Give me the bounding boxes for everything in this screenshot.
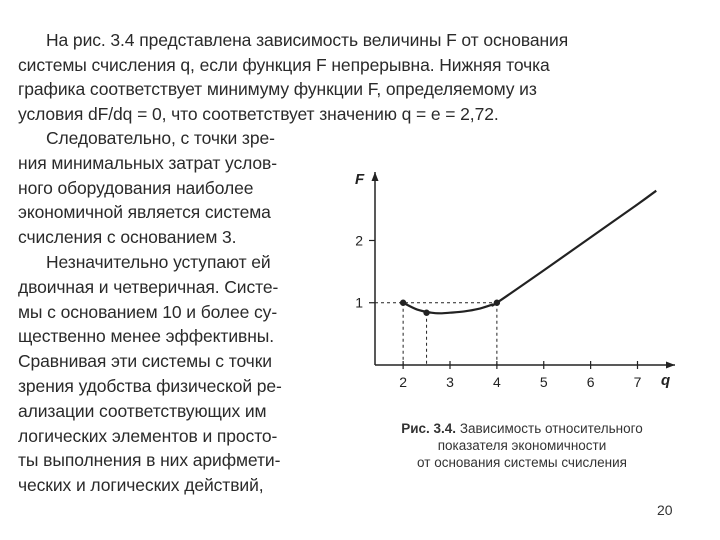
x-tick-label: 7 bbox=[633, 374, 642, 390]
text-line: ализации соответствующих им bbox=[18, 400, 267, 421]
y-tick-label: 1 bbox=[355, 294, 363, 311]
text-line: ты выполнения в них арифмети- bbox=[18, 450, 281, 471]
y-tick-label: 2 bbox=[355, 232, 363, 249]
text-line: двоичная и четверичная. Систе- bbox=[18, 276, 279, 297]
text-line: мы с основанием 10 и более су- bbox=[18, 301, 278, 322]
text-line: Следовательно, с точки зре- bbox=[46, 128, 275, 148]
text-line: ческих и логических действий, bbox=[18, 475, 264, 496]
data-point bbox=[400, 300, 406, 306]
text-line: Сравнивая эти системы с точки bbox=[18, 351, 272, 372]
caption-line: от основания системы счисления bbox=[417, 455, 627, 470]
text-line: экономичной является система bbox=[18, 202, 271, 223]
text-line: ного оборудования наиболее bbox=[18, 177, 254, 198]
text-line: системы счисления q, если функция F непрерывна. Нижняя точка bbox=[18, 54, 550, 75]
text-line: графика соответствует минимуму функции F, определяемому из bbox=[18, 79, 537, 100]
text-line: условия dF/dq = 0, что соответствует значению q = e = 2,72. bbox=[18, 103, 499, 124]
x-axis-arrow bbox=[666, 362, 675, 369]
y-axis-arrow bbox=[372, 172, 379, 181]
x-tick-label: 5 bbox=[539, 374, 548, 390]
caption-line: показателя экономичности bbox=[437, 438, 607, 453]
x-tick-label: 3 bbox=[446, 374, 454, 390]
series-line bbox=[403, 191, 656, 314]
data-point bbox=[423, 310, 429, 316]
text-line: ния минимальных затрат услов- bbox=[18, 152, 277, 173]
text-line: щественно менее эффективны. bbox=[18, 326, 275, 347]
text-line: На рис. 3.4 представлена зависимость величины F от основания bbox=[46, 30, 569, 50]
left-column-text bbox=[18, 126, 348, 498]
x-axis-label: q bbox=[661, 372, 671, 389]
x-tick-label: 2 bbox=[399, 374, 408, 390]
figure-number: Рис. 3.4. bbox=[401, 421, 457, 436]
economy-chart bbox=[345, 160, 685, 400]
data-point bbox=[494, 300, 500, 306]
intro-paragraph bbox=[18, 28, 698, 126]
figure-caption bbox=[362, 420, 682, 471]
text-line: зрения удобства физической ре- bbox=[18, 375, 282, 396]
caption-line: Зависимость относительного bbox=[459, 421, 643, 436]
x-tick-label: 6 bbox=[586, 374, 595, 390]
text-line: Незначительно уступают ей bbox=[46, 251, 271, 272]
y-axis-label: F bbox=[355, 171, 365, 188]
text-line: счисления с основанием 3. bbox=[18, 227, 237, 248]
page-number: 20 bbox=[657, 502, 673, 518]
x-tick-label: 4 bbox=[492, 374, 501, 390]
text-line: логических элементов и просто- bbox=[18, 425, 278, 446]
